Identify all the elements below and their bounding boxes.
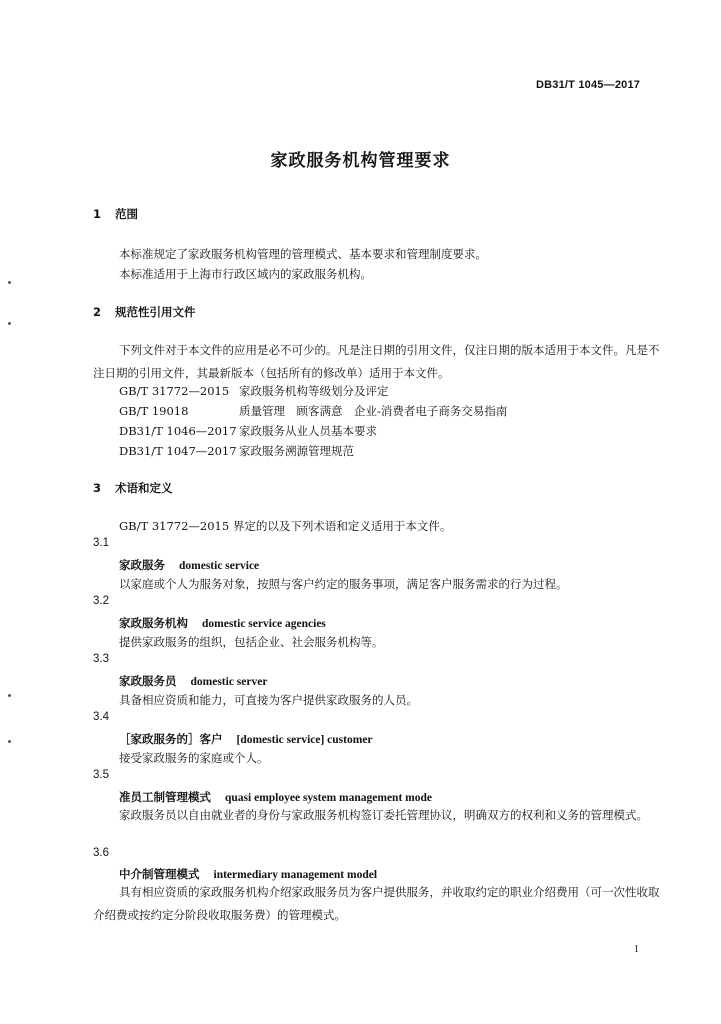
section-1-heading xyxy=(93,206,138,222)
term-en: domestic service agencies xyxy=(202,618,326,630)
reference-item xyxy=(119,383,389,399)
reference-code: DB31/T 1047—2017 xyxy=(119,444,237,458)
paragraph: 本标准适用于上海市行政区域内的家政服务机构。 xyxy=(119,267,372,281)
paragraph: 下列文件对于本文件的应用是必不可少的。凡是注日期的引用文件，仅注日期的版本适用于本文件。凡是不注日期的引用文件，其最新版本（包括所有的修改单）适用于本文件。 xyxy=(93,343,660,380)
clause-number: 3.2 xyxy=(93,595,109,607)
term-heading xyxy=(119,731,373,747)
reference-code: DB31/T 1046—2017 xyxy=(119,424,237,438)
term-definition: 家政服务员以自由就业者的身份与家政服务机构签订委托管理协议，明确双方的权利和义务的管理模式。 xyxy=(119,808,648,822)
term-definition: 具备相应资质和能力，可直接为客户提供家政服务的人员。 xyxy=(119,693,418,707)
reference-name: 质量管理 顾客满意 企业-消费者电子商务交易指南 xyxy=(239,404,508,418)
term-heading xyxy=(119,673,267,689)
section-2-heading xyxy=(93,304,196,320)
reference-name: 家政服务溯源管理规范 xyxy=(239,444,354,458)
section-number: 2 xyxy=(93,305,102,319)
term-definition: 具有相应资质的家政服务机构介绍家政服务员为客户提供服务，并收取约定的职业介绍费用（可一次性收取介绍费或按约定分阶段收取服务费）的管理模式。 xyxy=(93,885,660,922)
reference-name: 家政服务机构等级划分及评定 xyxy=(239,384,389,398)
term-definition: 以家庭或个人为服务对象，按照与客户约定的服务事项，满足客户服务需求的行为过程。 xyxy=(119,577,568,591)
term-en: [domestic service] customer xyxy=(236,734,373,746)
term-cn: 家政服务员 xyxy=(119,674,177,688)
section-3-heading xyxy=(93,480,173,496)
document-title: 家政服务机构管理要求 xyxy=(270,151,451,171)
term-en: intermediary management model xyxy=(213,869,378,881)
term-cn: 家政服务机构 xyxy=(119,616,188,630)
reference-code: GB/T 31772—2015 xyxy=(119,384,230,398)
term-definition: 接受家政服务的家庭或个人。 xyxy=(119,751,269,765)
standard-code: DB31/T 1045—2017 xyxy=(536,79,641,91)
term-cn: 家政服务 xyxy=(119,558,165,572)
reference-name: 家政服务从业人员基本要求 xyxy=(239,424,377,438)
term-cn: ［家政服务的］客户 xyxy=(119,732,223,746)
section-title: 术语和定义 xyxy=(115,481,173,495)
section-title: 范围 xyxy=(115,207,138,221)
reference-item xyxy=(119,423,377,439)
reference-item xyxy=(119,443,354,459)
scan-mark xyxy=(8,281,11,284)
term-en: quasi employee system management mode xyxy=(225,792,432,804)
paragraph: GB/T 31772—2015 界定的以及下列术语和定义适用于本文件。 xyxy=(119,519,452,533)
section-number: 1 xyxy=(93,207,102,221)
term-en: domestic service xyxy=(179,560,260,572)
clause-number: 3.6 xyxy=(93,847,109,859)
term-cn: 中介制管理模式 xyxy=(119,867,200,881)
scan-mark xyxy=(8,322,11,325)
paragraph: 本标准规定了家政服务机构管理的管理模式、基本要求和管理制度要求。 xyxy=(119,247,487,261)
section-title: 规范性引用文件 xyxy=(115,305,196,319)
clause-number: 3.5 xyxy=(93,769,109,781)
clause-number: 3.1 xyxy=(93,537,109,549)
reference-code: GB/T 19018 xyxy=(119,404,189,418)
term-heading xyxy=(119,557,259,573)
scan-mark xyxy=(8,694,11,697)
term-heading xyxy=(119,615,326,631)
page-number: 1 xyxy=(634,944,639,955)
term-heading xyxy=(119,866,377,882)
term-definition: 提供家政服务的组织，包括企业、社会服务机构等。 xyxy=(119,635,384,649)
term-en: domestic server xyxy=(190,676,268,688)
term-cn: 准员工制管理模式 xyxy=(119,790,211,804)
clause-number: 3.4 xyxy=(93,711,109,723)
section-number: 3 xyxy=(93,481,102,495)
term-heading xyxy=(119,789,432,805)
scan-mark xyxy=(8,740,11,743)
reference-item xyxy=(119,403,507,419)
clause-number: 3.3 xyxy=(93,653,109,665)
